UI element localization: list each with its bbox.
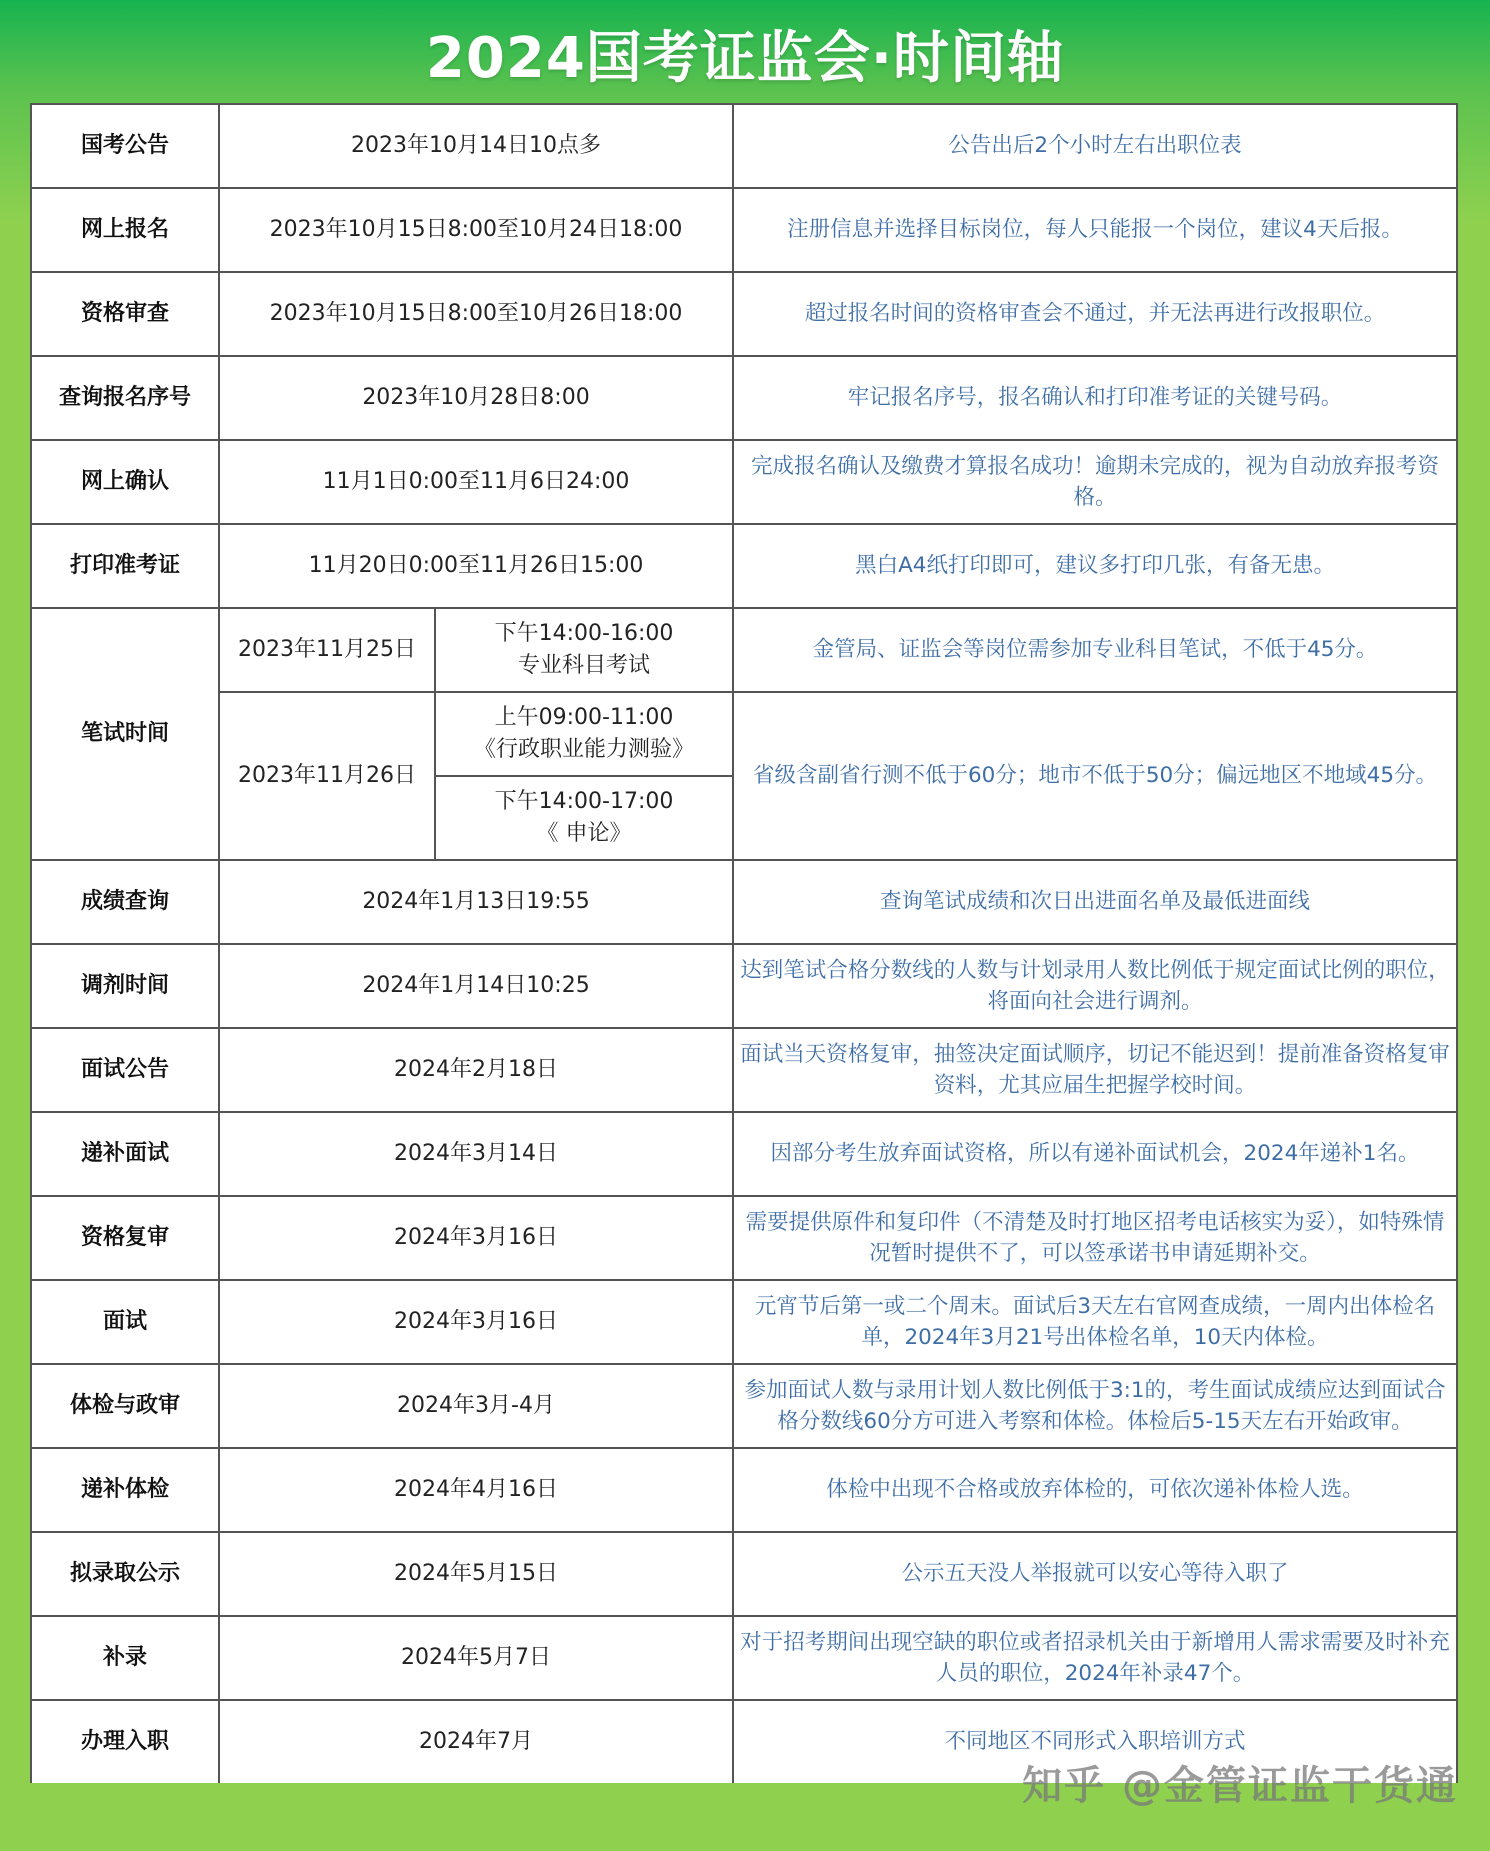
row-label: 拟录取公示 <box>31 1532 219 1616</box>
row-label: 面试 <box>31 1280 219 1364</box>
row-label: 国考公告 <box>31 104 219 188</box>
session-time: 下午14:00-17:00 <box>494 789 674 815</box>
row-desc: 参加面试人数与录用计划人数比例低于3:1的，考生面试成绩应达到面试合格分数线60分方可进入考察和体检。体检后5-15天左右开始政审。 <box>733 1364 1457 1448</box>
row-desc: 注册信息并选择目标岗位，每人只能报一个岗位，建议4天后报。 <box>733 188 1457 272</box>
table-row <box>31 440 1457 524</box>
row-date: 2024年1月13日19:55 <box>219 860 733 944</box>
row-desc: 牢记报名序号，报名确认和打印准考证的关键号码。 <box>733 356 1457 440</box>
row-desc: 省级含副省行测不低于60分；地市不低于50分；偏远地区不地域45分。 <box>733 692 1457 860</box>
row-desc: 不同地区不同形式入职培训方式 <box>733 1700 1457 1783</box>
session-time: 下午14:00-16:00 <box>494 621 674 647</box>
row-desc: 金管局、证监会等岗位需参加专业科目笔试，不低于45分。 <box>733 608 1457 692</box>
row-label: 体检与政审 <box>31 1364 219 1448</box>
exam-section <box>31 608 1457 860</box>
row-date: 2024年3月16日 <box>219 1196 733 1280</box>
row-label: 成绩查询 <box>31 860 219 944</box>
row-label: 递补体检 <box>31 1448 219 1532</box>
row-date: 11月20日0:00至11月26日15:00 <box>219 524 733 608</box>
table-row <box>31 1616 1457 1700</box>
row-label: 资格审查 <box>31 272 219 356</box>
row-label: 笔试时间 <box>31 608 219 860</box>
table-row <box>31 188 1457 272</box>
row-desc: 查询笔试成绩和次日出进面名单及最低进面线 <box>733 860 1457 944</box>
session-name: 专业科目考试 <box>518 653 651 678</box>
row-desc: 超过报名时间的资格审查会不通过，并无法再进行改报职位。 <box>733 272 1457 356</box>
row-date: 2024年5月7日 <box>219 1616 733 1700</box>
row-label: 打印准考证 <box>31 524 219 608</box>
timeline-table <box>30 103 1458 1783</box>
row-label: 资格复审 <box>31 1196 219 1280</box>
row-label: 递补面试 <box>31 1112 219 1196</box>
row-date: 2024年4月16日 <box>219 1448 733 1532</box>
table-row <box>31 1532 1457 1616</box>
exam-session <box>435 608 733 692</box>
exam-session <box>435 776 733 860</box>
table-row <box>31 860 1457 944</box>
timeline-rows <box>31 860 1457 1783</box>
row-label: 办理入职 <box>31 1700 219 1783</box>
table-row <box>31 944 1457 1028</box>
table-row <box>31 1112 1457 1196</box>
row-desc: 黑白A4纸打印即可，建议多打印几张，有备无患。 <box>733 524 1457 608</box>
session-name: 《行政职业能力测验》 <box>474 737 695 762</box>
table-row <box>31 1364 1457 1448</box>
row-date: 2024年1月14日10:25 <box>219 944 733 1028</box>
row-date: 2023年10月28日8:00 <box>219 356 733 440</box>
row-desc: 达到笔试合格分数线的人数与计划录用人数比例低于规定面试比例的职位，将面向社会进行调剂。 <box>733 944 1457 1028</box>
table-row <box>31 1280 1457 1364</box>
row-date: 2024年3月16日 <box>219 1280 733 1364</box>
table-row <box>31 272 1457 356</box>
row-date: 2023年10月15日8:00至10月24日18:00 <box>219 188 733 272</box>
row-date: 2024年7月 <box>219 1700 733 1783</box>
row-date: 2023年10月14日10点多 <box>219 104 733 188</box>
row-desc: 完成报名确认及缴费才算报名成功！逾期未完成的，视为自动放弃报考资格。 <box>733 440 1457 524</box>
row-desc: 公告出后2个小时左右出职位表 <box>733 104 1457 188</box>
session-name: 《 申论》 <box>536 821 632 846</box>
row-desc: 对于招考期间出现空缺的职位或者招录机关由于新增用人需求需要及时补充人员的职位，2024年补录47个。 <box>733 1616 1457 1700</box>
row-date: 2024年3月14日 <box>219 1112 733 1196</box>
session-time: 上午09:00-11:00 <box>494 705 674 731</box>
page-title: 2024国考证监会·时间轴 <box>425 26 1065 91</box>
row-label: 网上报名 <box>31 188 219 272</box>
table-row <box>31 1196 1457 1280</box>
exam-date: 2023年11月26日 <box>219 692 435 860</box>
row-date: 2023年10月15日8:00至10月26日18:00 <box>219 272 733 356</box>
watermark: 知乎 @金管证监干货通 <box>1022 1763 1458 1809</box>
table-row <box>31 104 1457 188</box>
row-desc: 需要提供原件和复印件（不清楚及时打地区招考电话核实为妥），如特殊情况暂时提供不了，可以签承诺书申请延期补交。 <box>733 1196 1457 1280</box>
row-desc: 元宵节后第一或二个周末。面试后3天左右官网查成绩，一周内出体检名单，2024年3月21号出体检名单，10天内体检。 <box>733 1280 1457 1364</box>
exam-session <box>435 692 733 776</box>
row-date: 2024年3月-4月 <box>219 1364 733 1448</box>
row-date: 2024年2月18日 <box>219 1028 733 1112</box>
row-desc: 体检中出现不合格或放弃体检的，可依次递补体检人选。 <box>733 1448 1457 1532</box>
table-row <box>31 1448 1457 1532</box>
table-row <box>31 1028 1457 1112</box>
row-label: 补录 <box>31 1616 219 1700</box>
table-row <box>31 692 1457 776</box>
table-row <box>31 524 1457 608</box>
exam-date: 2023年11月25日 <box>219 608 435 692</box>
row-date: 11月1日0:00至11月6日24:00 <box>219 440 733 524</box>
row-desc: 面试当天资格复审，抽签决定面试顺序，切记不能迟到！提前准备资格复审资料，尤其应届生把握学校时间。 <box>733 1028 1457 1112</box>
row-label: 调剂时间 <box>31 944 219 1028</box>
row-desc: 公示五天没人举报就可以安心等待入职了 <box>733 1532 1457 1616</box>
row-label: 面试公告 <box>31 1028 219 1112</box>
table-row <box>31 608 1457 692</box>
row-label: 网上确认 <box>31 440 219 524</box>
row-desc: 因部分考生放弃面试资格，所以有递补面试机会，2024年递补1名。 <box>733 1112 1457 1196</box>
row-date: 2024年5月15日 <box>219 1532 733 1616</box>
row-label: 查询报名序号 <box>31 356 219 440</box>
table-row <box>31 356 1457 440</box>
timeline-rows <box>31 104 1457 608</box>
